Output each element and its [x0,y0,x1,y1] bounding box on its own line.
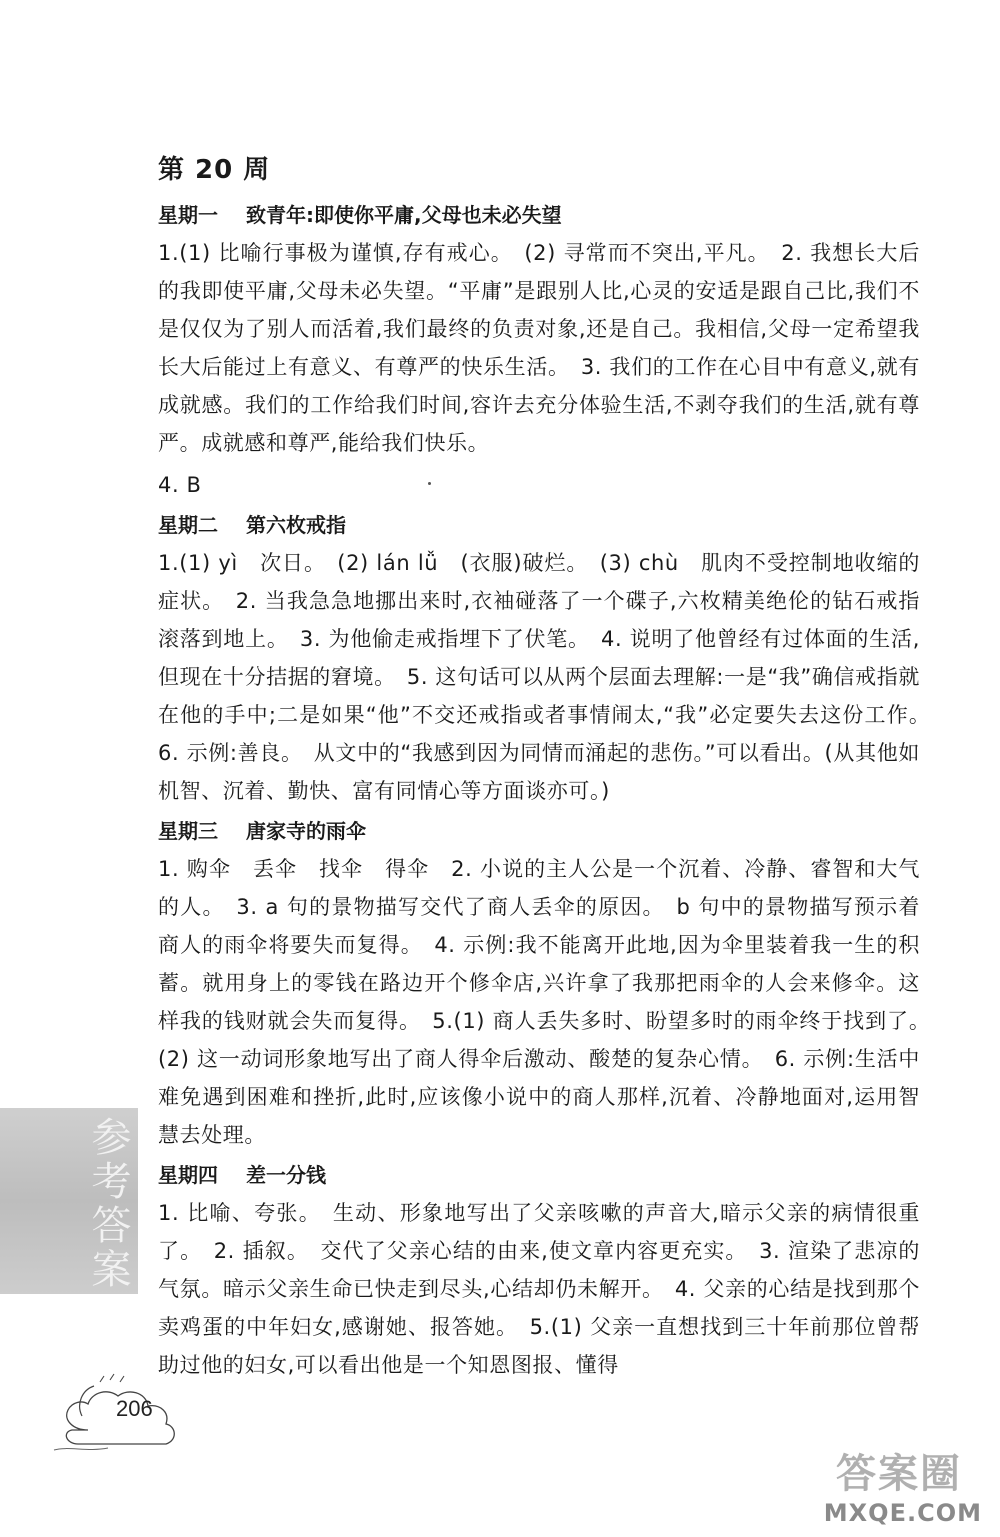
answer-paragraph: 1. 购伞 丢伞 找伞 得伞 2. 小说的主人公是一个沉着、冷静、睿智和大气的人。 3. a 句的景物描写交代了商人丢伞的原因。 b 句中的景物描写预示着商人的雨伞将要失而复得。 4. 示例:我不能离开此地,因为伞里装着我一生的积蓄。就用身上的零钱在路边开个修伞店,兴许拿了我那把雨伞的人会来修伞。这样我的钱财就会失而复得。 5.(1) 商人丢失多时、盼望多时的雨伞终于找到了。 (2) 这一动词形象地写出了商人得伞后激动、酸楚的复杂心情。 6. 示例:生活中难免遇到困难和挫折,此时,应该像小说中的商人那样,沉着、冷静地面对,运用智慧去处理。 [158,857,942,1147]
answer-paragraph: 1.(1) 比喻行事极为谨慎,存有戒心。 (2) 寻常而不突出,平凡。 2. 我想长大后的我即使平庸,父母未必失望。“平庸”是跟别人比,心灵的安适是跟自己比,我们不是仅仅为了别人而活着,我们最终的负责对象,还是自己。我相信,父母一定希望我长大后能过上有意义、有尊严的快乐生活。 3. 我们的工作在心目中有意义,就有成就感。我们的工作给我们时间,容许去充分体验生活,不剥夺我们的生活,就有尊严。成就感和尊严,能给我们快乐。 [158,241,920,455]
scan-speck [428,482,431,485]
day-section-wednesday [158,814,942,1154]
section-side-tab [0,1108,138,1294]
day-heading [158,508,920,542]
side-tab-label: 参考答案 [85,1116,131,1292]
day-label: 星期三 [158,819,218,843]
article-title: 唐家寺的雨伞 [246,819,366,843]
article-title: 致青年:即使你平庸,父母也未必失望 [246,203,562,227]
day-label: 星期四 [158,1163,218,1187]
answer-content [158,150,942,1388]
week-title: 第 20 周 [158,155,271,185]
day-heading [158,1158,920,1192]
answer-paragraph: 4. B [158,473,202,497]
day-section-tuesday [158,508,942,810]
watermark-cn: 答案圈 [836,1451,962,1497]
day-heading [158,814,920,848]
watermark-logo [742,1443,992,1533]
answer-paragraph: 1.(1) yì 次日。 (2) lán lǚ (衣服)破烂。 (3) chù 肌肉不受控制地收缩的症状。 2. 当我急急地挪出来时,衣袖碰落了一个碟子,六枚精美绝伦的钻石戒指滚落到地上。 3. 为他偷走戒指埋下了伏笔。 4. 说明了他曾经有过体面的生活,但现在十分拮据的窘境。 5. 这句话可以从两个层面去理解:一是“我”确信戒指就在他的手中;二是如果“他”不交还戒指或者事情闹太,“我”必定要失去这份工作。 6. 示例:善良。 从文中的“我感到因为同情而涌起的悲伤。”可以看出。(从其他如机智、沉着、勤快、富有同情心等方面谈亦可。) [158,551,942,803]
article-title: 第六枚戒指 [246,513,346,537]
day-section-thursday [158,1158,920,1384]
answer-paragraph: 1. 比喻、夸张。 生动、形象地写出了父亲咳嗽的声音大,暗示父亲的病情很重了。 2. 插叙。 交代了父亲心结的由来,使文章内容更充实。 3. 渲染了悲凉的气氛。暗示父亲生命已快走到尽头,心结却仍未解开。 4. 父亲的心结是找到那个卖鸡蛋的中年妇女,感谢她、报答她。 5.(1) 父亲一直想找到三十年前那位曾帮助过他的妇女,可以看出他是一个知恩图报、懂得 [158,1201,920,1377]
day-heading [158,198,920,232]
watermark-url: MXQE.COM [823,1499,982,1527]
day-label: 星期二 [158,513,218,537]
day-section-monday [158,198,920,504]
page-number: 206 [116,1396,153,1421]
article-title: 差一分钱 [246,1163,326,1187]
day-label: 星期一 [158,203,218,227]
